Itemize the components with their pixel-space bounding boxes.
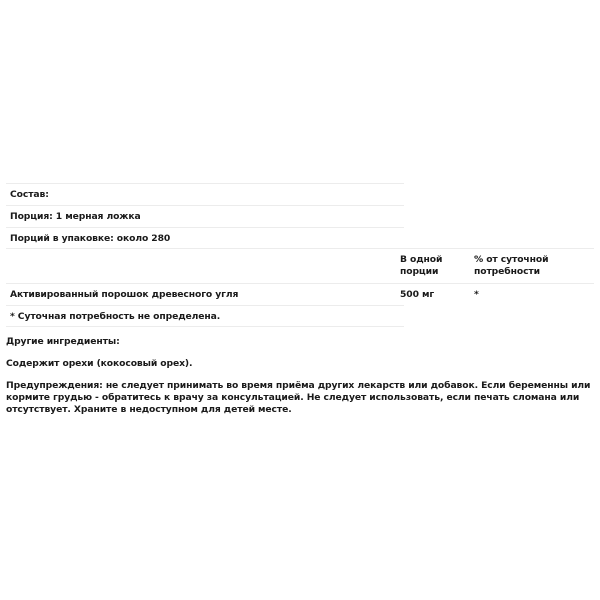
column-header-daily-value [474,254,584,278]
serving-size: Порция: 1 мерная ложка [10,211,141,222]
column-header-dv-line2: потребности [474,266,540,277]
ingredient-amount: 500 мг [400,288,435,300]
servings-per-container-row [6,227,404,248]
column-header-row [6,248,594,283]
supplement-facts-table [6,183,594,327]
additional-info [6,336,594,426]
warnings-text: Предупреждения: не следует принимать во время приёма других лекарств или добавок. Если беременны или кормите грудью - обратитесь к врачу за консультацией. Не следует использовать, если печать сломана или отсутствует. Храните в недоступном для детей месте. [6,380,591,415]
ingredient-name: Активированный порошок древесного угля [10,289,239,300]
column-header-amount-line2: порции [400,266,439,277]
column-header-amount-line1: В одной [400,254,443,265]
facts-header: Состав: [10,189,49,200]
other-ingredients-label: Другие ингредиенты: [6,336,120,347]
column-header-amount [400,254,474,278]
footnote: * Суточная потребность не определена. [10,310,221,322]
column-header-dv-line1: % от суточной [474,254,549,265]
footnote-row [6,305,404,327]
servings-per-container: Порций в упаковке: около 280 [10,232,171,244]
ingredient-row [6,283,594,305]
allergen-statement: Содержит орехи (кокосовый орех). [6,358,193,369]
serving-size-row [6,205,404,227]
facts-header-row [6,183,404,205]
ingredient-daily-value: * [474,288,479,300]
